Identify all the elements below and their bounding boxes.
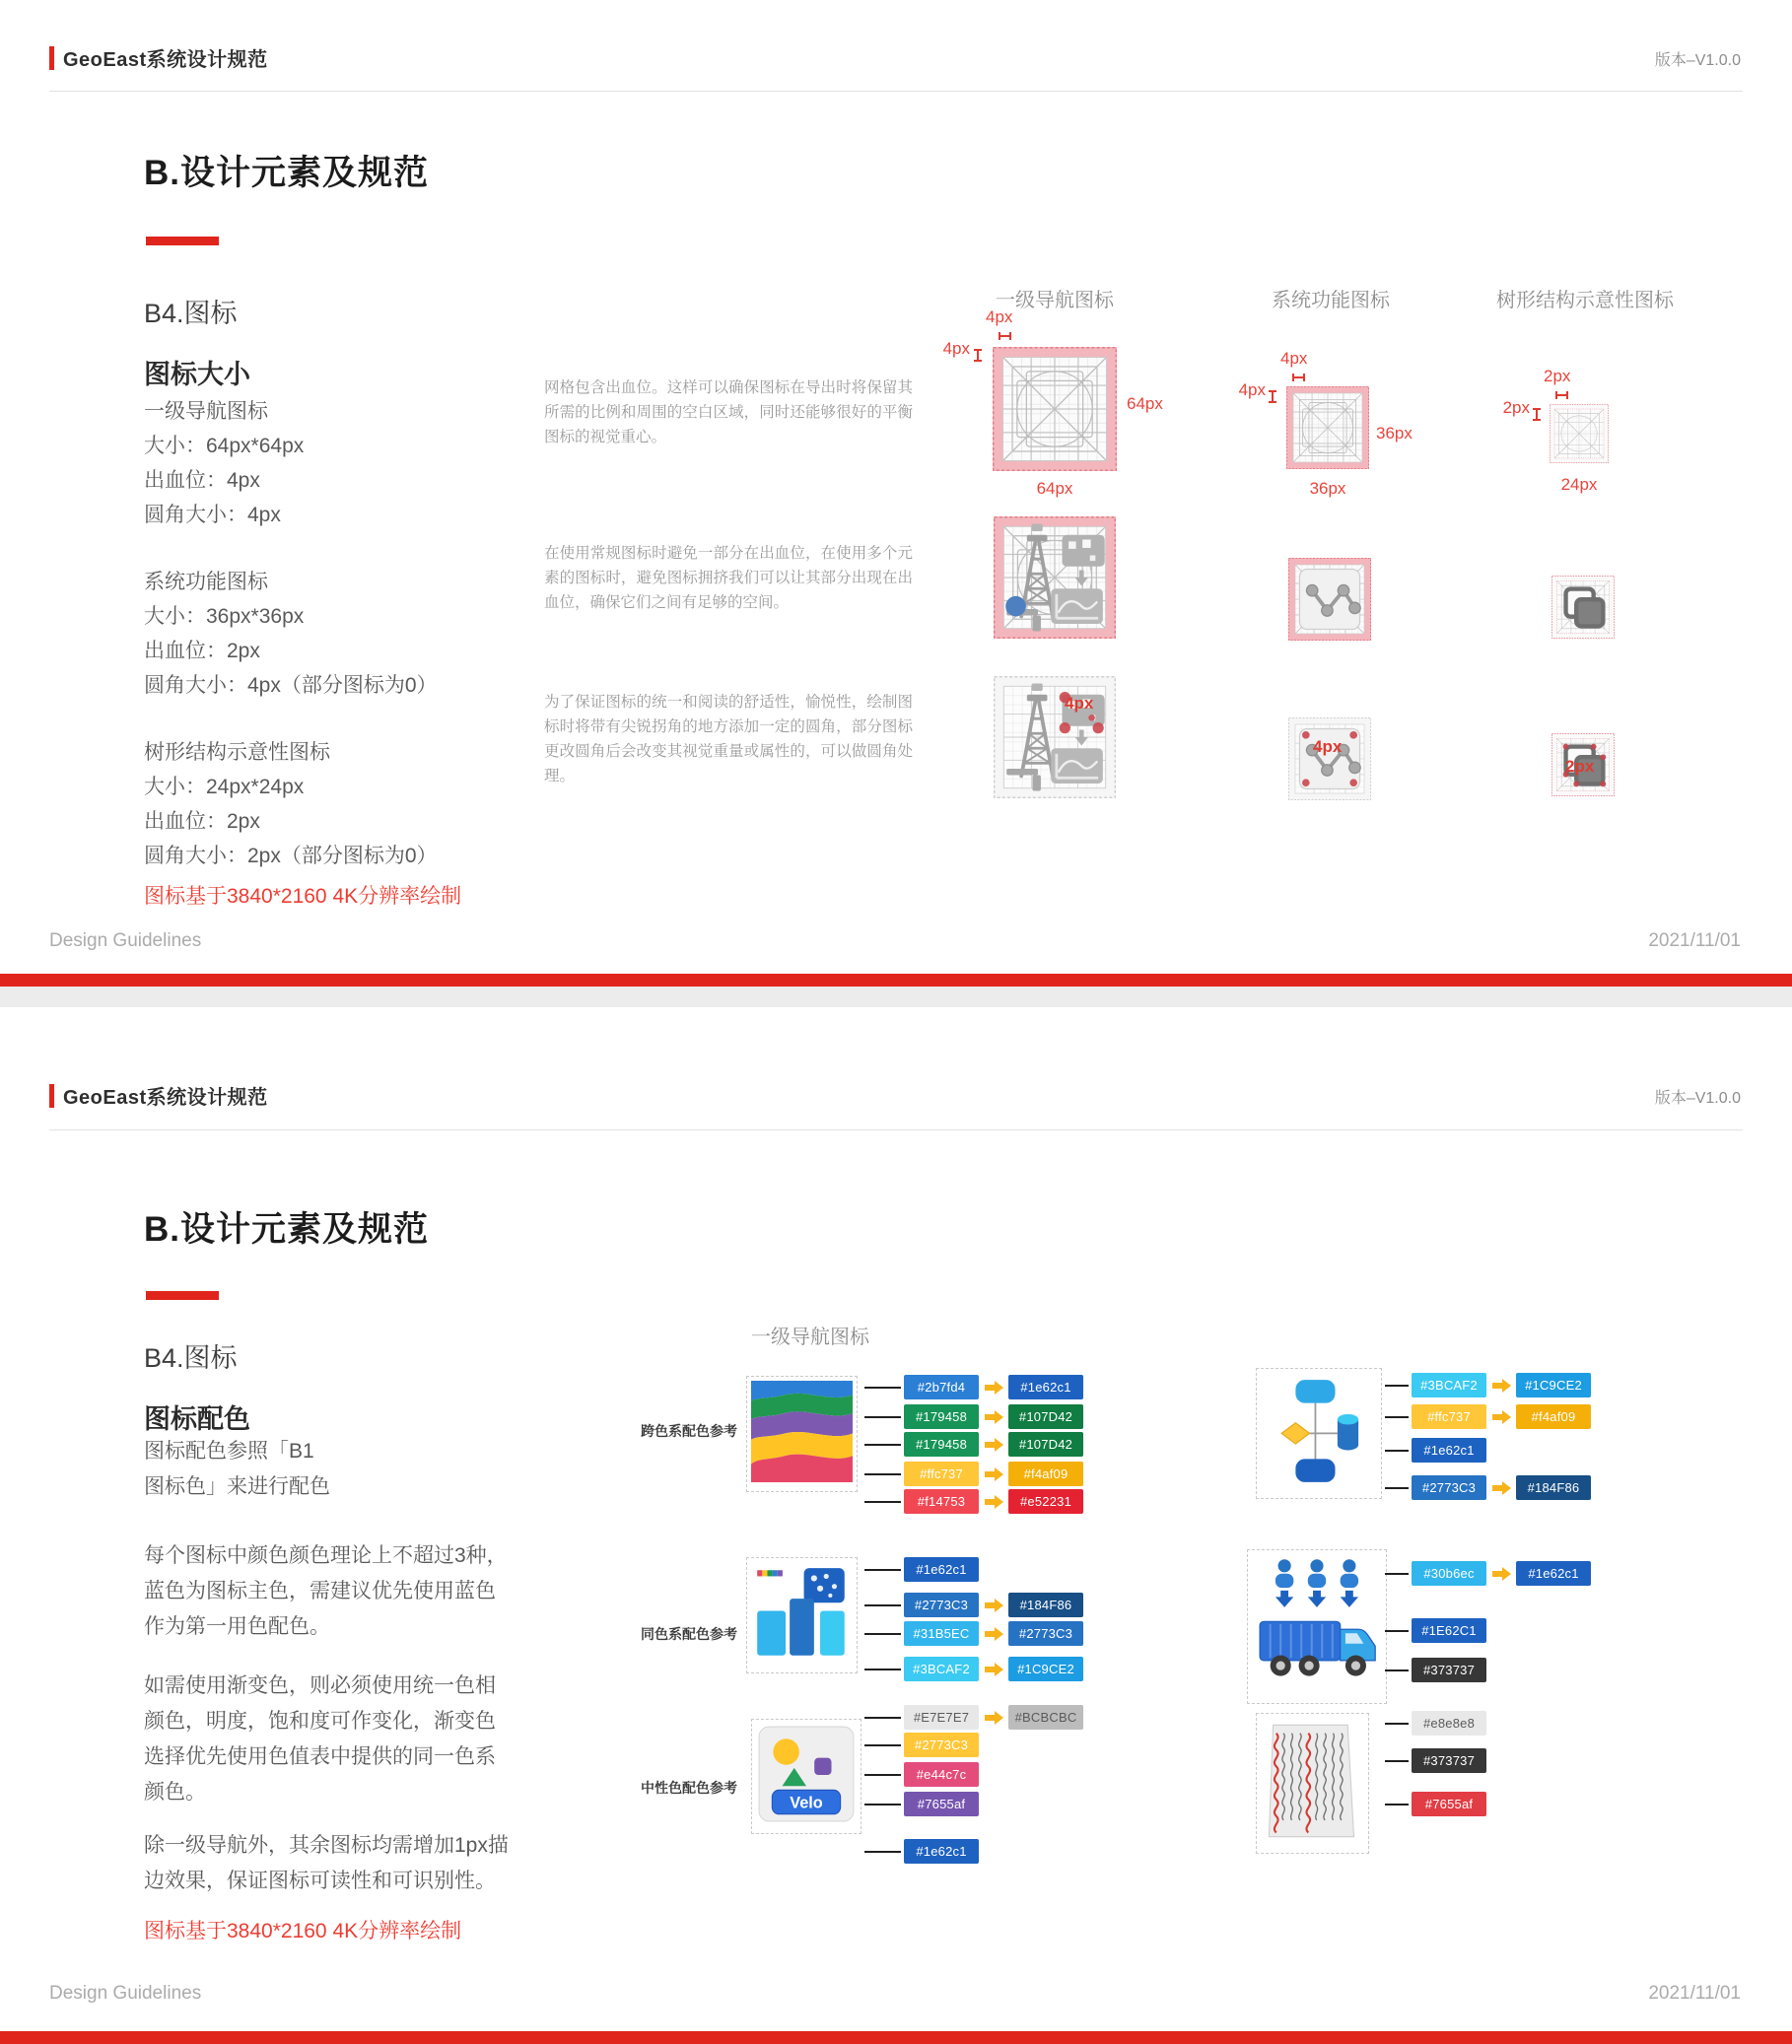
color-row <box>904 1489 1083 1514</box>
color-chip <box>904 1657 979 1681</box>
color-chip <box>904 1593 979 1617</box>
color-row <box>1412 1561 1591 1586</box>
page-bottom-bar <box>0 974 1792 987</box>
text-line: 每个图标中颜色颜色理论上不超过3种， <box>144 1544 508 1567</box>
section-title: B.设计元素及规范 <box>144 154 430 192</box>
header-divider <box>49 1129 1743 1130</box>
node-link-icon-radius <box>1288 717 1371 800</box>
hex-label: #1C9CE2 <box>1017 1662 1074 1676</box>
bleed-top-label: 4px <box>986 307 1013 326</box>
color-row <box>1412 1711 1486 1736</box>
color-chip <box>1412 1792 1486 1816</box>
subsection-title: B4.图标 <box>144 299 238 328</box>
text-line: 除一级导航外，其余图标均需增加1px描 <box>144 1834 509 1857</box>
spec-line: 大小：64px*64px <box>144 435 305 457</box>
bleed-left-label: 4px <box>942 339 970 358</box>
column-title-system: 系统功能图标 <box>1272 290 1390 311</box>
group-label-neutral-color: 中性色配色参考 <box>641 1780 737 1796</box>
color-chip <box>904 1839 979 1864</box>
spec-nav-icon <box>144 394 304 532</box>
color-row <box>904 1762 979 1787</box>
arrow-icon <box>985 1715 995 1721</box>
group-label-same-color: 同色系配色参考 <box>641 1626 737 1642</box>
keyline-grid-24-icon <box>1550 404 1609 463</box>
bleed-left-label: 2px <box>1502 398 1530 417</box>
footer-date: 2021/11/01 <box>1648 1983 1741 2004</box>
color-row <box>904 1657 1083 1681</box>
hex-label: #ffc737 <box>920 1466 963 1481</box>
color-chip <box>904 1705 979 1730</box>
hex-label: #E7E7E7 <box>913 1710 970 1725</box>
color-chip <box>1008 1375 1083 1399</box>
arrow-icon <box>1492 1414 1502 1420</box>
color-row <box>904 1792 979 1816</box>
color-chip <box>1008 1621 1083 1646</box>
color-chip <box>1412 1475 1486 1500</box>
measure-mark <box>1269 390 1276 403</box>
hex-label: #1e62c1 <box>1528 1566 1579 1581</box>
hex-label: #179458 <box>915 1437 967 1452</box>
color-row <box>904 1705 1083 1730</box>
color-intro-text <box>144 1434 330 1505</box>
text-line: 颜色。 <box>144 1781 206 1804</box>
hex-label: #e44c7c <box>916 1767 967 1782</box>
bleed-top-label: 4px <box>1280 349 1308 368</box>
layers-icon <box>1551 576 1615 639</box>
color-chip <box>904 1462 979 1486</box>
seismic-record-icon <box>1256 1713 1369 1854</box>
text-line: 边效果，保证图标可读性和可识别性。 <box>144 1870 496 1892</box>
color-row <box>1412 1618 1486 1643</box>
measure-mark <box>974 349 982 362</box>
spec-line: 大小：36px*36px <box>144 605 305 628</box>
section-underline <box>146 1291 219 1300</box>
hex-label: #184F86 <box>1527 1480 1580 1495</box>
text-line: 作为第一用色配色。 <box>144 1615 330 1638</box>
spec-line: 出血位：2px <box>144 810 260 833</box>
hex-label: #2b7fd4 <box>917 1380 966 1395</box>
spec-line: 圆角大小：4px（部分图标为0） <box>144 674 438 697</box>
color-chip <box>1412 1658 1486 1682</box>
size-bottom-label: 24px <box>1560 475 1598 494</box>
color-row <box>904 1462 1083 1486</box>
color-chip <box>904 1792 979 1816</box>
measure-mark <box>1292 374 1305 381</box>
rainbow-waves-icon <box>746 1376 858 1492</box>
hex-label: #1e62c1 <box>1020 1380 1071 1395</box>
color-rule-2 <box>144 1669 496 1810</box>
text-line: 图标配色参照「B1 <box>144 1440 314 1463</box>
hex-label: #373737 <box>1422 1663 1475 1677</box>
spec-name: 一级导航图标 <box>144 400 268 423</box>
color-chip <box>1008 1432 1083 1457</box>
color-chip <box>1516 1475 1591 1500</box>
color-chip <box>1516 1561 1591 1586</box>
hex-label: #2773C3 <box>914 1737 969 1752</box>
doc-title: GeoEast系统设计规范 <box>63 49 268 71</box>
page-icon-color <box>0 1007 1792 2044</box>
hex-label: #1e62c1 <box>1423 1443 1475 1458</box>
color-row <box>904 1557 979 1582</box>
paragraph-grid-bleed: 网格包含出血位。这样可以确保图标在导出时将保留其所需的比例和周围的空白区域，同时还能够很好的平衡图标的视觉重心。 <box>544 379 913 446</box>
arrow-icon <box>985 1385 995 1391</box>
velo-label: Velo <box>790 1794 823 1812</box>
text-line: 图标色」来进行配色 <box>144 1475 330 1498</box>
spec-line: 圆角大小：4px <box>144 504 281 526</box>
size-right-label: 36px <box>1376 424 1413 443</box>
spec-line: 大小：24px*24px <box>144 776 305 798</box>
subsection-title: B4.图标 <box>144 1343 238 1373</box>
radius-label: 4px <box>1065 694 1094 713</box>
color-row <box>1412 1373 1591 1397</box>
color-chip <box>1008 1404 1083 1429</box>
spec-system-icon <box>144 565 438 703</box>
block-title: 图标配色 <box>144 1404 250 1434</box>
color-chip <box>1412 1618 1486 1643</box>
hex-label: #BCBCBC <box>1014 1710 1077 1725</box>
color-row <box>904 1593 1083 1617</box>
column-title-tree: 树形结构示意性图标 <box>1496 290 1674 311</box>
color-chip <box>1008 1593 1083 1617</box>
hex-label: #1e62c1 <box>916 1562 967 1577</box>
text-line: 颜色，明度，饱和度可作变化，渐变色 <box>144 1710 496 1733</box>
color-row <box>904 1375 1083 1399</box>
paragraph-bleed-usage: 在使用常规图标时避免一部分在出血位，在使用多个元素的图标时，避免图标拥挤我们可以让其部分出现在出血位，确保它们之间有足够的空间。 <box>544 545 913 612</box>
hex-label: #179458 <box>915 1409 967 1424</box>
arrow-icon <box>985 1631 995 1637</box>
header-accent-bar <box>49 1084 54 1108</box>
color-chip <box>1008 1657 1083 1681</box>
color-chip <box>1008 1489 1083 1514</box>
arrow-icon <box>985 1414 995 1420</box>
size-bottom-label: 36px <box>1309 479 1346 498</box>
color-row <box>1412 1404 1591 1429</box>
doc-title: GeoEast系统设计规范 <box>63 1087 268 1109</box>
color-rule-1 <box>144 1538 508 1645</box>
doc-version: 版本–V1.0.0 <box>1654 52 1741 69</box>
column-title-nav: 一级导航图标 <box>996 290 1114 311</box>
footer-date: 2021/11/01 <box>1648 930 1741 951</box>
truck-icon <box>1247 1549 1387 1704</box>
spec-name: 系统功能图标 <box>144 571 268 593</box>
hex-label: #107D42 <box>1018 1437 1073 1452</box>
color-chip <box>1412 1748 1486 1773</box>
color-chip <box>1412 1438 1486 1463</box>
color-row <box>1412 1658 1486 1682</box>
hex-label: #f4af09 <box>1531 1409 1576 1424</box>
spec-tree-icon <box>144 735 438 873</box>
arrow-icon <box>1492 1383 1502 1389</box>
color-chip <box>904 1733 979 1757</box>
block-title: 图标大小 <box>144 360 250 389</box>
size-right-label: 64px <box>1127 394 1163 413</box>
hex-label: #3BCAF2 <box>913 1662 970 1676</box>
keyline-grid-64-icon <box>993 347 1117 471</box>
color-chip <box>1008 1705 1083 1730</box>
text-line: 蓝色为图标主色，需建议优先使用蓝色 <box>144 1580 496 1602</box>
hex-label: #f4af09 <box>1023 1466 1068 1481</box>
color-row <box>1412 1792 1486 1816</box>
text-line: 如需使用渐变色，则必须使用统一色相 <box>144 1674 496 1697</box>
footer-label: Design Guidelines <box>49 930 202 951</box>
derrick-chart-icon-radius <box>994 676 1116 798</box>
color-row <box>904 1621 1083 1646</box>
hex-label: #7655af <box>917 1797 966 1811</box>
spec-line: 圆角大小：2px（部分图标为0） <box>144 845 438 867</box>
footer-label: Design Guidelines <box>49 1983 202 2004</box>
color-row <box>1412 1438 1486 1463</box>
color-chip <box>904 1489 979 1514</box>
header-accent-bar <box>49 46 54 70</box>
color-row <box>1412 1475 1591 1500</box>
radius-label: 2px <box>1565 757 1595 776</box>
spec-line: 出血位：2px <box>144 640 260 662</box>
color-rule-3 <box>144 1828 509 1899</box>
hex-label: #30b6ec <box>1423 1566 1475 1581</box>
hex-label: #e52231 <box>1019 1494 1071 1509</box>
nav-icon-column-title: 一级导航图标 <box>751 1327 869 1348</box>
doc-version: 版本–V1.0.0 <box>1654 1090 1741 1107</box>
group-label-cross-color: 跨色系配色参考 <box>641 1423 737 1439</box>
hex-label: #2773C3 <box>914 1598 969 1612</box>
color-chip <box>1008 1462 1083 1486</box>
node-link-icon <box>1288 558 1371 641</box>
velo-icon <box>751 1719 862 1834</box>
hex-label: #3BCAF2 <box>1420 1378 1478 1393</box>
hex-label: #31B5EC <box>913 1626 970 1641</box>
arrow-icon <box>985 1499 995 1505</box>
color-chip <box>904 1557 979 1582</box>
hex-label: #1E62C1 <box>1421 1623 1477 1638</box>
color-chip <box>904 1432 979 1457</box>
measure-mark <box>1533 408 1541 421</box>
page-bottom-bar <box>0 2031 1792 2044</box>
color-row <box>904 1733 979 1757</box>
flowchart-icon <box>1256 1368 1382 1499</box>
arrow-icon <box>985 1442 995 1448</box>
text-line: 选择优先使用色值表中提供的同一色系 <box>144 1745 496 1768</box>
measure-mark <box>1555 391 1568 399</box>
hex-label: #107D42 <box>1018 1409 1073 1424</box>
color-chip <box>1516 1373 1591 1397</box>
arrow-icon <box>1492 1571 1502 1577</box>
resolution-note: 图标基于3840*2160 4K分辨率绘制 <box>144 1920 462 1942</box>
resolution-note: 图标基于3840*2160 4K分辨率绘制 <box>144 885 462 908</box>
arrow-icon <box>1492 1485 1502 1491</box>
color-chip <box>1516 1404 1591 1429</box>
color-row <box>904 1839 979 1864</box>
color-chip <box>904 1404 979 1429</box>
color-chip <box>904 1621 979 1646</box>
bleed-top-label: 2px <box>1544 367 1571 385</box>
hex-label: #7655af <box>1424 1797 1474 1811</box>
hex-label: #184F86 <box>1019 1598 1072 1612</box>
keyline-grid-36-icon <box>1286 386 1369 469</box>
hex-label: #2773C3 <box>1421 1480 1477 1495</box>
bleed-left-label: 4px <box>1238 380 1266 399</box>
color-row <box>1412 1748 1486 1773</box>
color-row <box>904 1432 1083 1457</box>
arrow-icon <box>985 1602 995 1608</box>
measure-mark <box>999 332 1011 340</box>
arrow-icon <box>985 1667 995 1672</box>
hex-label: #1e62c1 <box>916 1844 967 1859</box>
spec-line: 出血位：4px <box>144 469 260 492</box>
color-chip <box>1412 1561 1486 1586</box>
color-chip <box>1412 1711 1486 1736</box>
hex-label: #e8e8e8 <box>1422 1716 1475 1731</box>
derrick-chart-icon <box>994 516 1116 639</box>
hex-label: #1C9CE2 <box>1525 1378 1582 1393</box>
radius-label: 4px <box>1313 737 1343 756</box>
color-chip <box>1412 1404 1486 1429</box>
hex-label: #ffc737 <box>1427 1409 1471 1424</box>
section-underline <box>146 237 219 245</box>
page-icon-size <box>0 0 1792 987</box>
color-chip <box>904 1762 979 1787</box>
paragraph-corner-radius: 为了保证图标的统一和阅读的舒适性，愉悦性，绘制图标时将带有尖锐拐角的地方添加一定的圆角，部分图标更改圆角后会改变其视觉重量或属性的，可以做圆角处理。 <box>544 694 913 785</box>
spec-name: 树形结构示意性图标 <box>144 741 330 764</box>
color-chip <box>904 1375 979 1399</box>
color-row <box>904 1404 1083 1429</box>
hex-label: #373737 <box>1422 1753 1475 1768</box>
arrow-icon <box>985 1471 995 1477</box>
hex-label: #f14753 <box>917 1494 966 1509</box>
blue-family-icon <box>746 1557 858 1673</box>
color-chip <box>1412 1373 1486 1397</box>
size-bottom-label: 64px <box>1036 479 1073 498</box>
section-title: B.设计元素及规范 <box>144 1210 430 1249</box>
hex-label: #2773C3 <box>1018 1626 1073 1641</box>
header-divider <box>49 91 1743 92</box>
